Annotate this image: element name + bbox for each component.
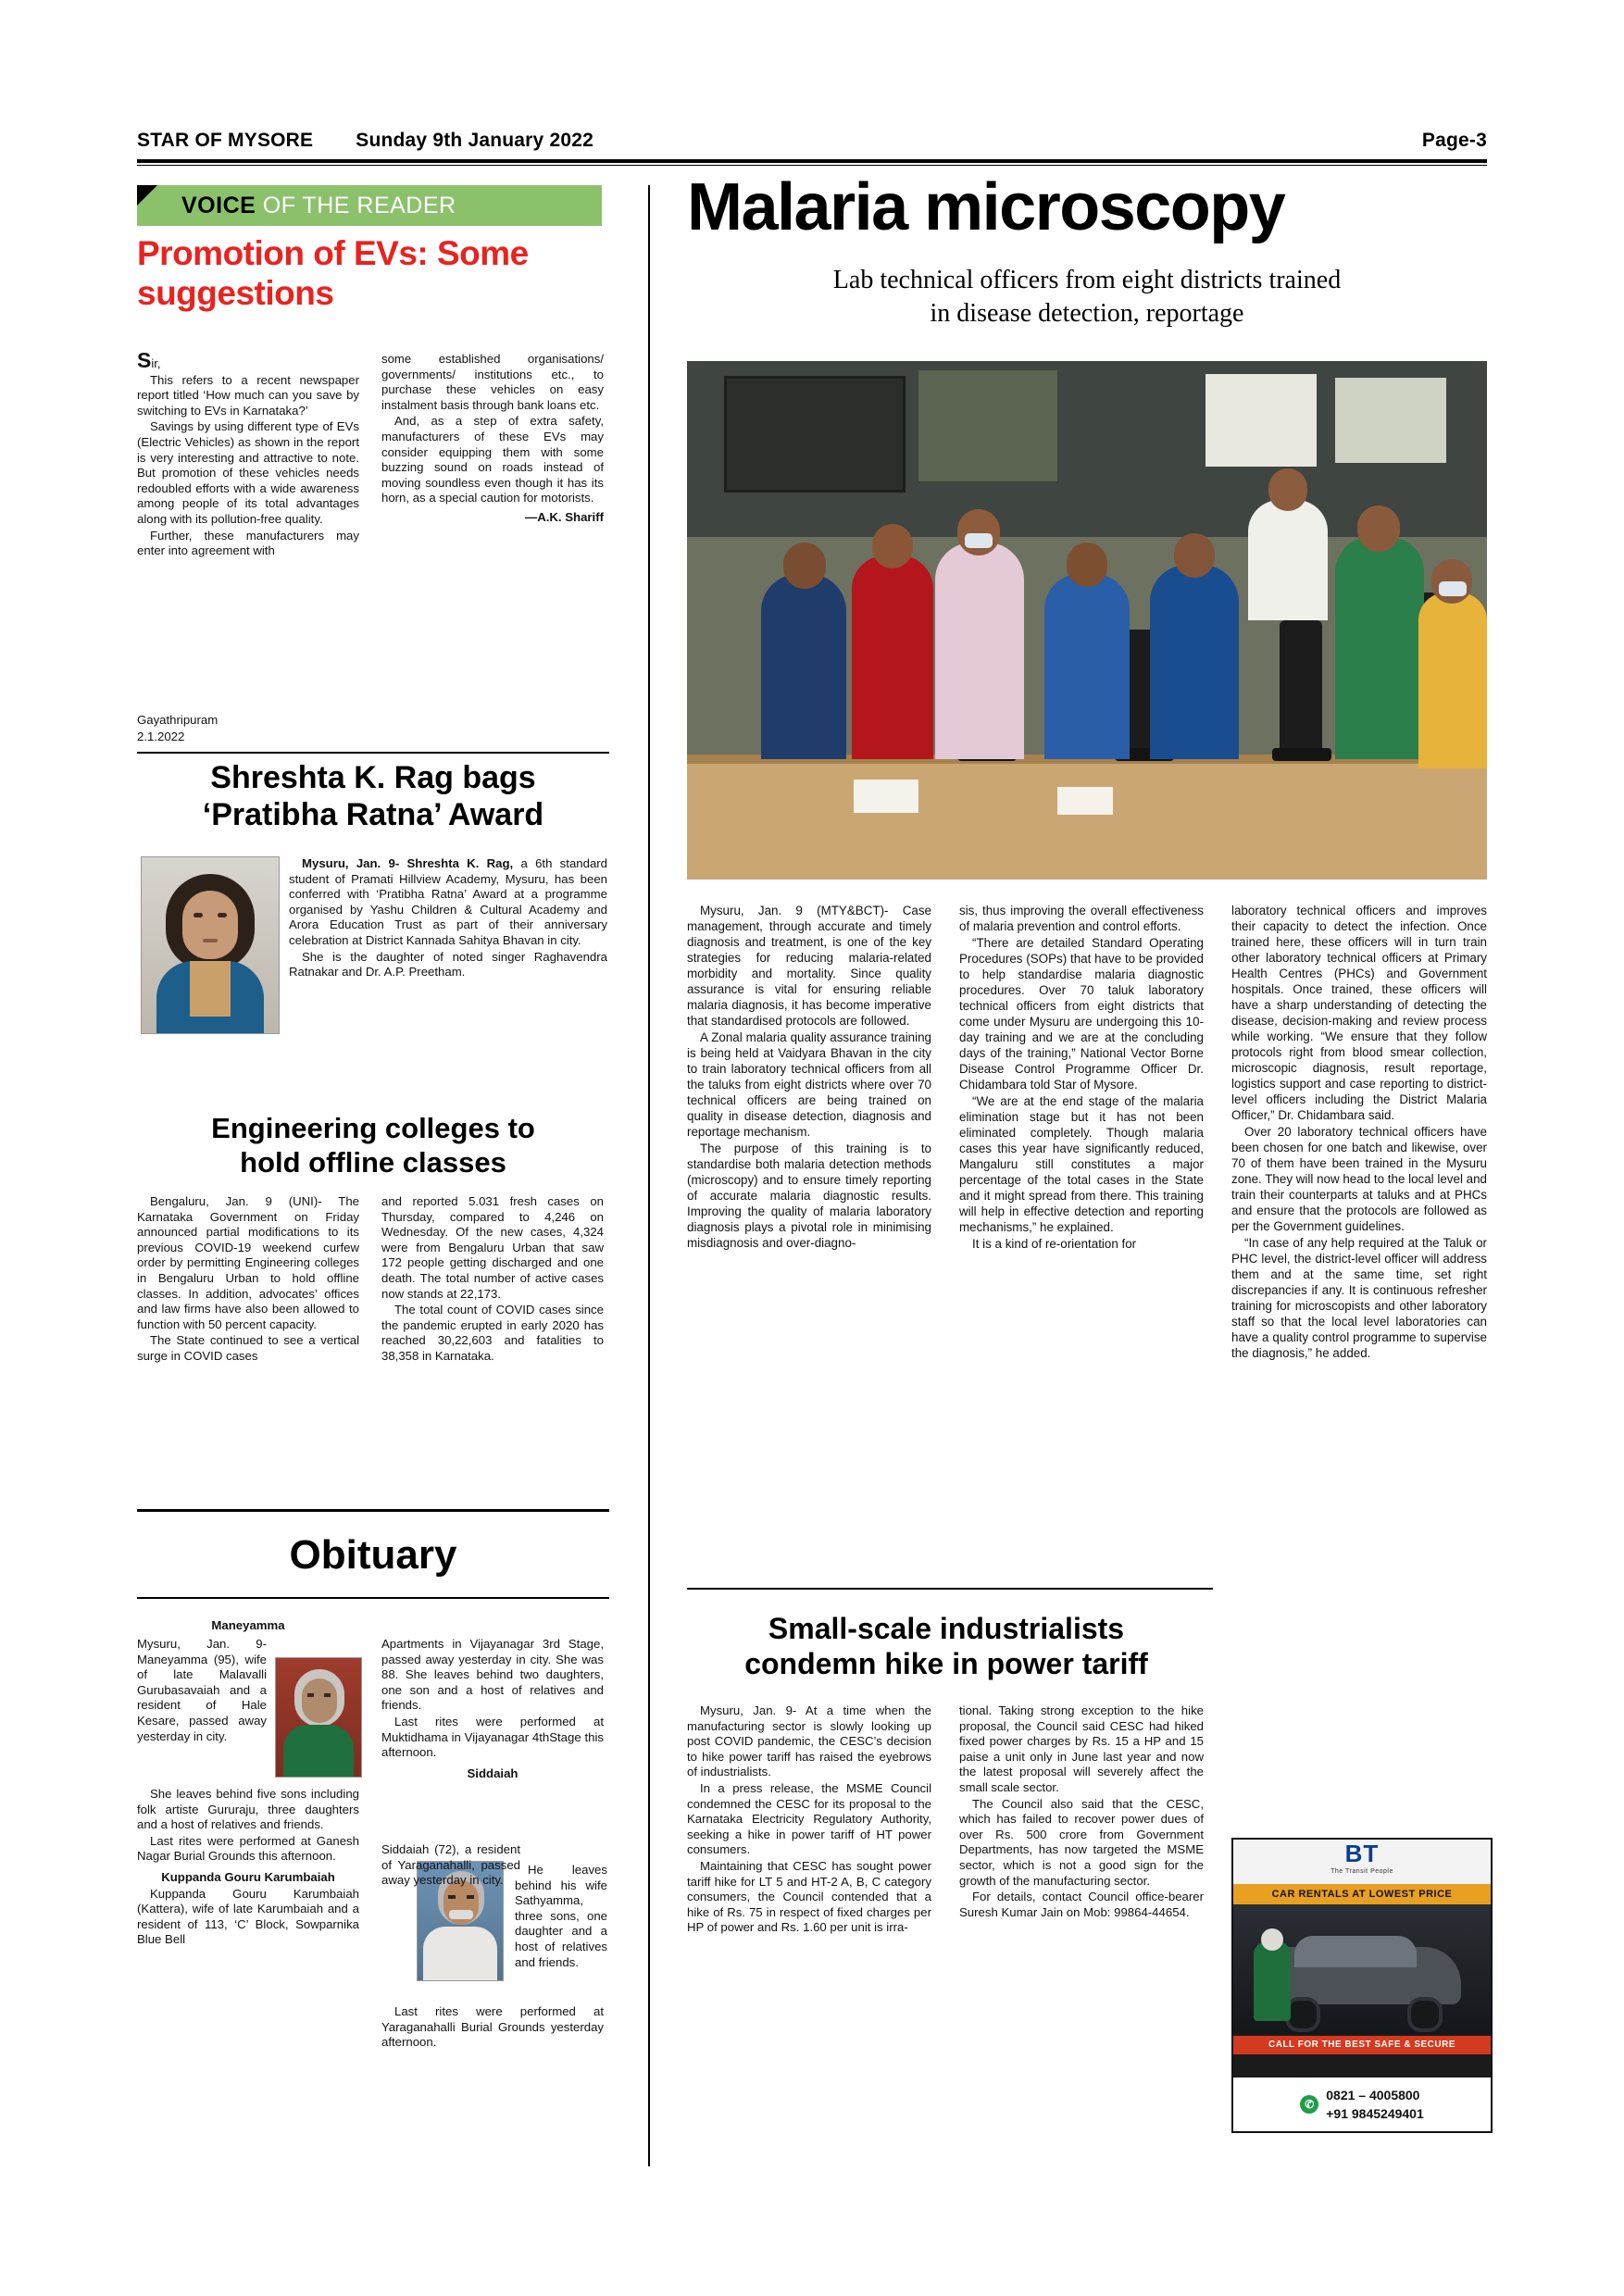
ad-brand-tagline: The Transit People <box>1330 1868 1393 1875</box>
malaria-c2-p1: sis, thus improving the overall effectiveness of malaria prevention and control efforts. <box>959 904 1204 933</box>
shrestha-p1: a 6th standard student of Pramati Hillview Academy, Mysuru, has been conferred with ‘Pratibha Ratna’ Award at a programme organised by Yashu Children & Cultural Academy and Arora Education Trust as part of their anniversary celebration at District Kannada Sahitya Bhavan in city. <box>289 856 608 947</box>
voice-label-light: OF THE READER <box>256 193 456 218</box>
ev-salutation: ir, <box>151 356 161 370</box>
ev-address <box>137 713 359 744</box>
ad-car-image <box>1233 1904 1491 2034</box>
obit-entry1-name: Maneyamma <box>211 1618 285 1632</box>
obituary-entry1-text-narrow <box>137 1637 267 1744</box>
malaria-c2-p2: “There are detailed Standard Operating Procedures (SOPs) that have to be provided to help standardise malaria diagnostic procedures. Over 70 taluk laboratory technical officers from eight districts that come under Mysuru are undergoing this 10-day training and we are at the concluding days of the training,” National Vector Borne Disease Control Programme Officer Dr. Chidambara told Star of Mysore. <box>959 936 1204 1092</box>
ss-c2-p1: tional. Taking strong exception to the hike proposal, the Council said CESC had hiked fixed power charges by Rs. 15 a HP and 15 paise a unit only in June last year and now the latest proposal will severely affect the small scale sector. <box>959 1703 1204 1794</box>
engineering-headline-line1: Engineering colleges to <box>211 1112 535 1144</box>
vertical-divider <box>648 185 650 2166</box>
malaria-column-2 <box>959 903 1204 1252</box>
obituary-entry3-text-tail <box>381 2004 604 2051</box>
malaria-c1-p2: A Zonal malaria quality assurance training is being held at Vaidyara Bhavan in the city to train laboratory technical officers from all the taluks from eight districts where over 70 technical officers are being trained on quality in disease detection, diagnosis and reportage mechanism. <box>687 1030 931 1139</box>
shrestha-body-column <box>289 856 607 980</box>
malaria-c3-p1: laboratory technical officers and improves their capacity to detect the infection. Once trained here, these officers will in turn train other laboratory technical officers at Primary Health Centres (PHCs) and Government hospitals. Once trained, these officers will have a sharp understanding of detecting the disease, decision-making and review process while working. “We ensure that they follow protocols right from blood smear collection, microscopic diagnosis, result reportage, logistics support and case reporting to district-level officers including the District Malaria Officer,” Dr. Chidambara said. <box>1231 904 1487 1122</box>
obituary-column-1 <box>137 1618 359 1634</box>
malaria-c3-p3: “In case of any help required at the Taluk or PHC level, the district-level officer will address them and at the same time, set right discrepancies if any. It is continuous refresher training for microscopists and other laboratory staff so that the local level laboratories can have a quality control programme to supervise the diagnosis,” he added. <box>1231 1236 1487 1360</box>
ss-c2-p3: For details, contact Council office-bearer Suresh Kumar Jain on Mob: 99864-44654. <box>959 1890 1204 1919</box>
ev-dropcap: S <box>137 348 152 372</box>
masthead-rule <box>137 159 1487 163</box>
smallscale-column-1 <box>687 1703 931 1936</box>
ss-c1-p1: Mysuru, Jan. 9- At a time when the manufacturing sector is slowly looking up post COVID pandemic, the CESC’s decision to hike power tariff has raised the eyebrows of industrialists. <box>687 1703 931 1779</box>
obit-entry3-p3: Last rites were performed at Yaraganahalli Burial Grounds yesterday afternoon. <box>381 2004 604 2050</box>
malaria-c2-p3: “We are at the end stage of the malaria elimination stage but it has not been eliminated completely. Though malaria cases this year have significantly reduced, Mangaluru still constitutes a major percentage of the total cases in the State and it might spread from there. This training will help in effective detection and reporting mechanisms,” he explained. <box>959 1094 1204 1234</box>
eng-col2-p2: The total count of COVID cases since the pandemic erupted in early 2020 has reached 30,22,603 and fatalities to 38,358 in Karnataka. <box>381 1303 604 1363</box>
ev-article-column-1 <box>137 348 359 559</box>
voice-label-bold: VOICE <box>181 193 256 218</box>
obituary-entry3-text-side <box>515 1863 607 1970</box>
engineering-column-1 <box>137 1194 359 1365</box>
ev-address-line2: 2.1.2022 <box>137 729 185 743</box>
malaria-column-1 <box>687 903 931 1251</box>
obit-entry1-p3: Last rites were performed at Ganesh Nagar Burial Grounds this afternoon. <box>137 1833 359 1864</box>
obit-entry3-p1: Siddaiah (72), a resident of Yaraganahalli, passed away yesterday in city. <box>381 1842 520 1888</box>
engineering-column-2 <box>381 1194 604 1365</box>
smallscale-headline-line2: condemn hike in power tariff <box>744 1647 1148 1680</box>
shrestha-p2: She is the daughter of noted singer Raghavendra Ratnakar and Dr. A.P. Preetham. <box>289 949 607 980</box>
masthead <box>137 130 1487 152</box>
ad-phone-1: 0821 – 4005800 <box>1326 2088 1420 2103</box>
obituary-entry1-text-wide <box>137 1787 359 1948</box>
eng-col2-p1: and reported 5.031 fresh cases on Thursday, compared to 4,246 on Wednesday. Of the new cases, 4,324 were from Bengaluru Urban that saw 172 people getting discharged and one death. The total number of active cases now stands at 22,173. <box>381 1194 604 1301</box>
engineering-headline <box>137 1111 609 1179</box>
malaria-subheadline-line1: Lab technical officers from eight districts trained <box>832 266 1342 294</box>
ss-c1-p3: Maintaining that CESC has sought power tariff hike for LT 5 and HT-2 A, B, C category consumers, the Council contended that a hike of Rs. 75 in respect of fixed charges per HP of power and Rs. 1.60 per unit is irra- <box>687 1858 931 1935</box>
shrestha-dateline: Mysuru, Jan. 9- <box>302 856 407 870</box>
ad-logo <box>1233 1840 1491 1884</box>
obit-entry1-p1: Mysuru, Jan. 9- Maneyamma (95), wife of late Malavalli Gurubasavaiah and a resident of Hale Kesare, passed away yesterday in city. <box>137 1637 267 1743</box>
ev-col1-p3: Further, these manufacturers may enter into agreement with <box>137 528 359 558</box>
obituary-headline: Obituary <box>289 1532 457 1578</box>
divider-1 <box>137 752 609 754</box>
malaria-c2-p4: It is a kind of re-orientation for <box>972 1237 1137 1251</box>
ad-phone-2: +91 9845249401 <box>1326 2106 1424 2121</box>
shrestha-headline-line2: ‘Pratibha Ratna’ Award <box>202 797 544 832</box>
obit-entry3-name: Siddaiah <box>467 1766 518 1780</box>
ev-article-column-2 <box>381 352 604 526</box>
obituary-column-2 <box>381 1637 604 1781</box>
car-rental-advertisement[interactable] <box>1231 1838 1493 2133</box>
obit-entry3-p2: He leaves behind his wife Sathyamma, three sons, one daughter and a host of relatives and friends. <box>515 1863 607 1969</box>
obit-entry2-name: Kuppanda Gouru Karumbaiah <box>161 1869 335 1884</box>
paper-name: STAR OF MYSORE <box>137 130 314 151</box>
divider-3 <box>137 1597 609 1599</box>
divider-4 <box>687 1588 1213 1590</box>
eng-col1-p2: The State continued to see a vertical surge in COVID cases <box>137 1333 359 1363</box>
ad-band-rentals: CAR RENTALS AT LOWEST PRICE <box>1233 1884 1491 1904</box>
ad-brand-name: BT <box>1344 1840 1380 1867</box>
malaria-headline: Malaria microscopy <box>687 170 1285 244</box>
ev-col2-p1: some established organisations/ governments/ institutions etc., to purchase these vehicles on easy instalment basis through bank loans etc. <box>381 352 604 412</box>
ss-c1-p2: In a press release, the MSME Council condemned the CESC for its proposal to the Karnataka Electricity Regulatory Authority, seeking a hike in power tariff of HT power consumers. <box>687 1780 931 1857</box>
malaria-c1-p1: Mysuru, Jan. 9 (MTY&BCT)- Case management, through accurate and timely diagnosis and treatment, is one of the key strategies for reducing malaria-related morbidity and mortality. Since quality assurance is vital for ensuring reliable malaria diagnosis, it has become imperative that standardised protocols are followed. <box>687 904 931 1028</box>
malaria-column-3 <box>1231 903 1487 1361</box>
malaria-c1-p3: The purpose of this training is to standardise both malaria detection methods (microscopy) and to ensure timely reporting of accurate malaria diagnostic results. Improving the quality of malaria laboratory diagnosis plays a pivotal role in minimising misdiagnosis and over-diagno- <box>687 1142 931 1250</box>
smallscale-headline <box>687 1611 1206 1681</box>
malaria-training-photo <box>687 361 1487 880</box>
malaria-subheadline-line2: in disease detection, reportage <box>930 299 1244 328</box>
banner-corner-decoration <box>137 185 157 206</box>
ev-col1-p2: Savings by using different type of EVs (Electric Vehicles) as shown in the report is very interesting and attractive to note. But promotion of these vehicles needs redoubled efforts with a wide awareness among people of its total advantages along with its pollution-free quality. <box>137 419 359 526</box>
masthead-rule-thin <box>137 165 1487 166</box>
ss-c2-p2: The Council also said that the CESC, which has failed to recover power dues of over Rs. 500 crore from Government Departments, has now targeted the MSME sector, which is not a good sign for the growth of the manufacturing sector. <box>959 1796 1204 1888</box>
obit-entry2-p1: Kuppanda Gouru Karumbaiah (Kattera), wife of late Karumbaiah and a resident of 113, ‘C’ Block, Sowparnika Blue Bell <box>137 1886 359 1947</box>
obit-entry2-p3: Last rites were performed at Muktidhama in Vijayanagar 4thStage this afternoon. <box>381 1714 604 1760</box>
issue-date: Sunday 9th January 2022 <box>356 130 593 151</box>
ev-signature: —A.K. Shariff <box>525 509 604 524</box>
ad-phone-block[interactable] <box>1233 2078 1491 2131</box>
malaria-c3-p2: Over 20 laboratory technical officers have been chosen for one batch and likewise, over 70 of them have been trained in the Mysuru zone. They will now head to the local level and train their counterparts at taluks and at PHCs and ensure that the protocols are followed as per the Government guidelines. <box>1231 1125 1487 1233</box>
engineering-headline-line2: hold offline classes <box>240 1146 506 1179</box>
voice-of-the-reader-title <box>181 193 456 219</box>
ev-address-line1: Gayathripuram <box>137 713 219 727</box>
shrestha-headline-line1: Shreshta K. Rag bags <box>210 760 536 795</box>
ad-band-callout: CALL FOR THE BEST SAFE & SECURE <box>1233 2036 1491 2054</box>
phone-icon: ✆ <box>1300 2095 1318 2114</box>
obituary-photo-1 <box>275 1657 362 1778</box>
smallscale-column-2 <box>959 1703 1204 1920</box>
smallscale-headline-line1: Small-scale industrialists <box>768 1612 1125 1645</box>
ev-col2-p2: And, as a step of extra safety, manufacturers of these EVs may consider equipping them with some buzzing sound on roads instead of moving soundless even though it has its horn, as a special caution for motorists. <box>381 414 604 505</box>
shrestha-portrait-photo <box>141 856 280 1034</box>
shrestha-name-bold: Shreshta K. Rag, <box>406 856 514 870</box>
ev-col1-p1: This refers to a recent newspaper report titled ‘How much can you save by switching to EVs in Karnataka?’ <box>137 372 359 418</box>
obituary-entry3-text-narrow <box>381 1842 520 1889</box>
obit-entry2-p2: Apartments in Vijayanagar 3rd Stage, passed away yesterday in city. She was 88. She leaves behind two daughters, one son and a host of relatives and friends. <box>381 1637 604 1713</box>
malaria-subheadline <box>687 264 1487 331</box>
divider-2 <box>137 1509 609 1512</box>
obit-entry1-p2: She leaves behind five sons including folk artiste Gururaju, three daughters and a host of relatives and friends. <box>137 1787 359 1832</box>
ev-article-headline: Promotion of EVs: Some suggestions <box>137 234 529 312</box>
eng-col1-p1: Bengaluru, Jan. 9 (UNI)- The Karnataka Government on Friday announced partial modifications to its previous COVID-19 weekend curfew order by permitting Engineering colleges in Bengaluru Urban to hold offline classes. In addition, advocates’ offices and law firms have also been allowed to function with 50 percent capacity. <box>137 1194 359 1331</box>
shrestha-headline <box>137 759 609 833</box>
page-number: Page-3 <box>1421 130 1487 151</box>
